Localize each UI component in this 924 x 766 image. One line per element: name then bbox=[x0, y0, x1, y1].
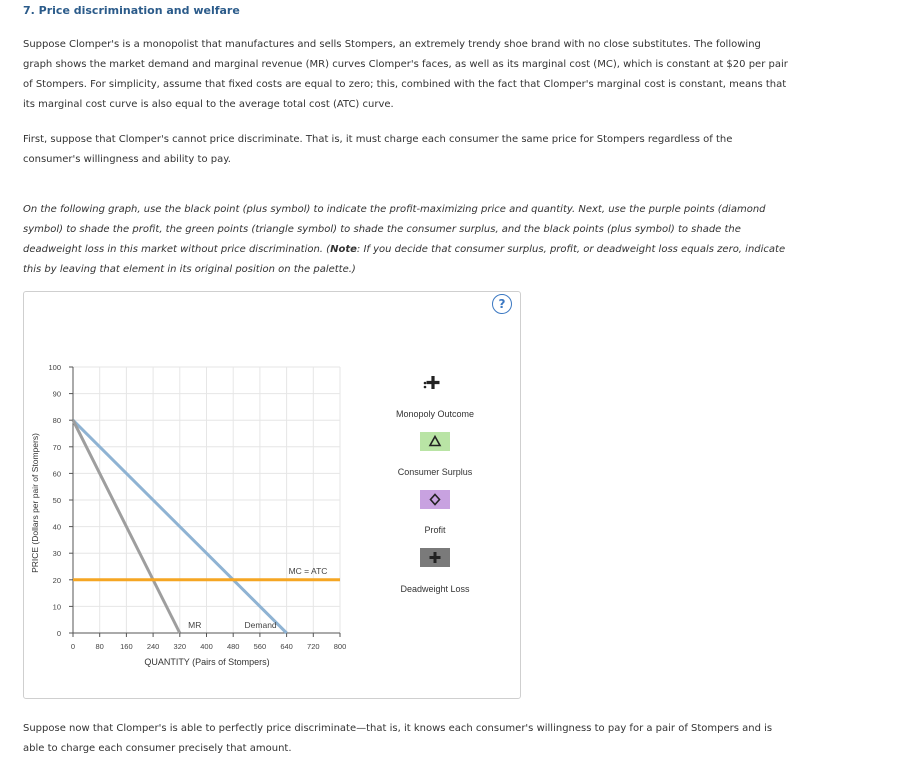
y-tick-label: 70 bbox=[52, 442, 61, 452]
consumer-surplus-label: Consumer Surplus bbox=[397, 467, 473, 477]
x-tick-label: 720 bbox=[307, 642, 320, 651]
y-axis-label: PRICE (Dollars per pair of Stompers) bbox=[30, 433, 40, 573]
palette bbox=[396, 376, 474, 594]
plus-icon bbox=[427, 376, 440, 389]
chart-axes bbox=[48, 363, 346, 651]
y-tick-label: 0 bbox=[56, 629, 61, 638]
no-discrimination-paragraph: First, suppose that Clomper's cannot price discriminate. That is, it must charge each consumer the same price for Stompers regardless of the consumer's willingness and ability to pay. bbox=[23, 134, 733, 165]
y-tick-label: 80 bbox=[52, 416, 61, 426]
x-tick-label: 320 bbox=[173, 642, 187, 651]
monopoly-outcome-label: Monopoly Outcome bbox=[395, 409, 475, 419]
x-axis-label: QUANTITY (Pairs of Stompers) bbox=[144, 657, 270, 667]
x-tick-label: 400 bbox=[200, 642, 213, 651]
y-tick-label: 60 bbox=[52, 469, 61, 479]
y-tick-label: 20 bbox=[52, 575, 61, 585]
y-tick-label: 50 bbox=[52, 496, 61, 505]
y-tick-label: 90 bbox=[52, 389, 61, 399]
mr-label: MR bbox=[188, 620, 202, 630]
consumer-surplus-tool[interactable] bbox=[420, 432, 450, 451]
question-title: 7. Price discrimination and welfare bbox=[23, 4, 240, 17]
x-tick-label: 800 bbox=[333, 642, 347, 651]
perfect-discrimination-paragraph: Suppose now that Clomper's is able to perfectly price discriminate—that is, it knows each consumer's willingness to pay for a pair of Stompers and is able to charge each consumer precisely that amount. bbox=[23, 723, 773, 754]
deadweight-loss-label: Deadweight Loss bbox=[400, 584, 470, 594]
demand-label: Demand bbox=[244, 620, 277, 630]
x-tick-label: 640 bbox=[280, 642, 293, 651]
intro-paragraph: Suppose Clomper's is a monopolist that manufactures and sells Stompers, an extremely trendy shoe brand with no close substitutes. The following graph shows the market demand and marginal revenue (MR) curves Clomper's faces, as well as its marginal cost (MC), which is constant at $20 per pair of Stompers. For simplicity, assume that fixed costs are equal to zero; this, combined with the fact that Clomper's marginal cost is constant, means that its marginal cost curve is also equal to the average total cost (ATC) curve. bbox=[23, 39, 788, 110]
x-tick-label: 0 bbox=[70, 642, 76, 651]
instructions-note: : If you decide that consumer surplus, profit, or deadweight loss equals zero, indicate this by leaving that element in its original position on the palette.) bbox=[23, 244, 786, 275]
x-tick-label: 80 bbox=[95, 642, 104, 651]
profit-tool[interactable] bbox=[420, 490, 450, 509]
profit-label: Profit bbox=[424, 525, 446, 535]
x-tick-label: 240 bbox=[146, 642, 160, 651]
y-tick-label: 40 bbox=[52, 522, 61, 532]
x-tick-label: 480 bbox=[226, 642, 240, 651]
instructions-note-label: Note bbox=[330, 244, 357, 255]
y-tick-label: 10 bbox=[52, 602, 61, 612]
deadweight-loss-tool[interactable] bbox=[420, 548, 450, 567]
y-tick-label: 30 bbox=[52, 549, 61, 559]
x-tick-label: 560 bbox=[253, 642, 267, 651]
help-icon[interactable]: ? bbox=[492, 294, 512, 314]
instructions-main: On the following graph, use the black point (plus symbol) to indicate the profit-maximizing price and quantity. Next, use the purple points (diamond symbol) to shade the profit, the green points (triangle symbol) to shade the consumer surplus, and the black points (plus symbol) to shade the deadweight loss in this market without price discrimination. ( bbox=[23, 204, 766, 255]
mc-atc-label: MC = ATC bbox=[288, 565, 328, 576]
monopoly-outcome-tool[interactable] bbox=[424, 376, 440, 389]
x-tick-label: 160 bbox=[120, 642, 133, 651]
y-tick-label: 100 bbox=[48, 363, 61, 372]
